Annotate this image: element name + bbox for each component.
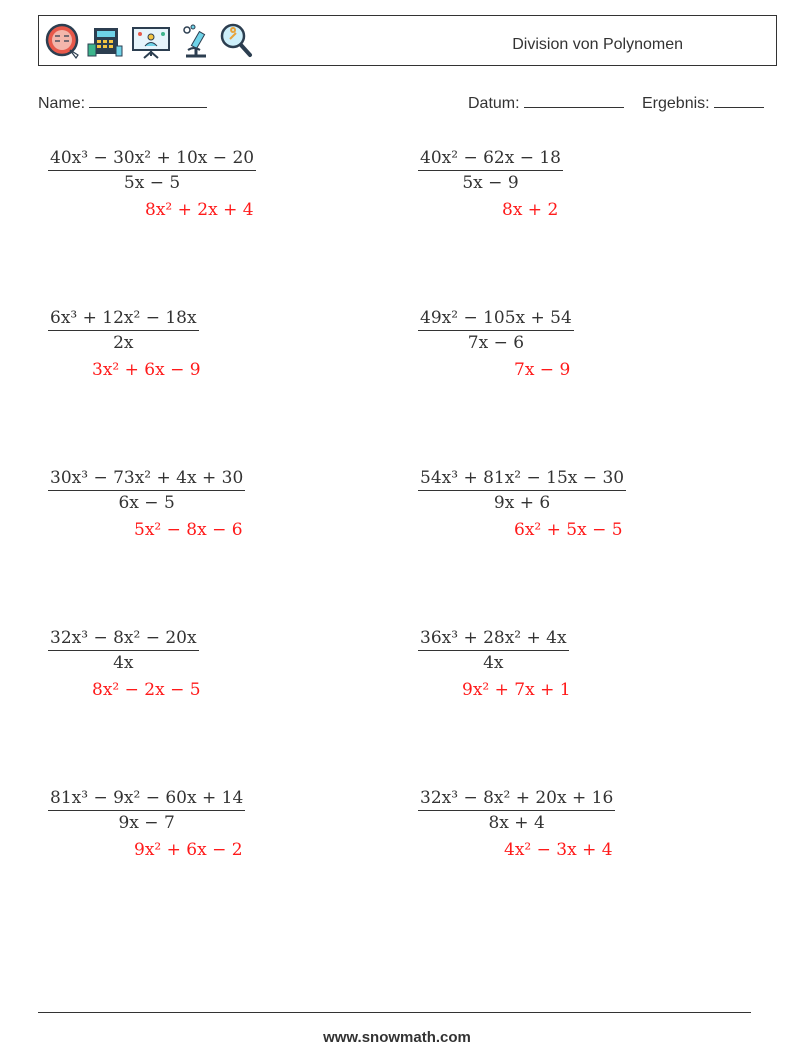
denominator: 8x + 4 <box>488 813 545 833</box>
answer: 3x² + 6x − 9 <box>92 360 201 380</box>
denominator: 7x − 6 <box>467 333 525 353</box>
fraction <box>48 628 199 673</box>
answer: 7x − 9 <box>514 360 571 380</box>
footer-divider <box>38 1012 751 1013</box>
problem <box>48 788 245 833</box>
numerator: 40x³ − 30x² + 10x − 20 <box>48 148 256 171</box>
problem <box>48 628 199 673</box>
name-label: Name: <box>38 95 86 112</box>
denominator: 4x <box>113 653 134 673</box>
numerator: 40x² − 62x − 18 <box>418 148 563 171</box>
numerator: 36x³ + 28x² + 4x <box>418 628 569 651</box>
problem <box>48 308 199 353</box>
result-field <box>642 93 764 113</box>
answer: 8x + 2 <box>502 200 559 220</box>
numerator: 54x³ + 81x² − 15x − 30 <box>418 468 626 491</box>
numerator: 32x³ − 8x² − 20x <box>48 628 199 651</box>
header-icons <box>44 20 254 62</box>
fraction <box>48 788 245 833</box>
fraction <box>48 468 245 513</box>
numerator: 30x³ − 73x² + 4x + 30 <box>48 468 245 491</box>
denominator: 9x − 7 <box>118 813 175 833</box>
footer-url[interactable]: www.snowmath.com <box>323 1029 471 1046</box>
date-field <box>468 93 624 113</box>
denominator: 2x <box>113 333 134 353</box>
fraction <box>48 148 256 193</box>
problem <box>418 788 615 833</box>
number-ball-icon <box>44 22 80 60</box>
problem <box>418 148 563 193</box>
fraction <box>418 308 574 353</box>
answer: 4x² − 3x + 4 <box>504 840 613 860</box>
problem <box>48 148 256 193</box>
magnifier-icon <box>218 21 254 61</box>
problem <box>418 468 626 513</box>
date-blank[interactable] <box>524 93 624 108</box>
fraction <box>418 148 563 193</box>
name-blank[interactable] <box>89 93 207 108</box>
answer: 8x² − 2x − 5 <box>92 680 201 700</box>
problem <box>48 468 245 513</box>
page-title: Division von Polynomen <box>512 36 683 53</box>
numerator: 6x³ + 12x² − 18x <box>48 308 199 331</box>
problem <box>418 308 574 353</box>
date-label: Datum: <box>468 95 520 112</box>
denominator: 5x − 5 <box>123 173 181 193</box>
numerator: 49x² − 105x + 54 <box>418 308 574 331</box>
fraction <box>418 788 615 833</box>
numerator: 81x³ − 9x² − 60x + 14 <box>48 788 245 811</box>
answer: 9x² + 6x − 2 <box>134 840 243 860</box>
presentation-board-icon <box>130 22 172 60</box>
calculator-icon <box>86 22 124 60</box>
answer: 6x² + 5x − 5 <box>514 520 623 540</box>
microscope-icon <box>178 22 212 60</box>
denominator: 4x <box>483 653 504 673</box>
fraction <box>418 468 626 513</box>
problem <box>418 628 569 673</box>
denominator: 6x − 5 <box>118 493 175 513</box>
fraction <box>48 308 199 353</box>
result-label: Ergebnis: <box>642 95 710 112</box>
denominator: 5x − 9 <box>462 173 519 193</box>
denominator: 9x + 6 <box>493 493 551 513</box>
header-box <box>38 15 777 66</box>
name-field <box>38 93 207 113</box>
answer: 8x² + 2x + 4 <box>145 200 254 220</box>
numerator: 32x³ − 8x² + 20x + 16 <box>418 788 615 811</box>
fraction <box>418 628 569 673</box>
result-blank[interactable] <box>714 93 764 108</box>
answer: 5x² − 8x − 6 <box>134 520 243 540</box>
answer: 9x² + 7x + 1 <box>462 680 571 700</box>
